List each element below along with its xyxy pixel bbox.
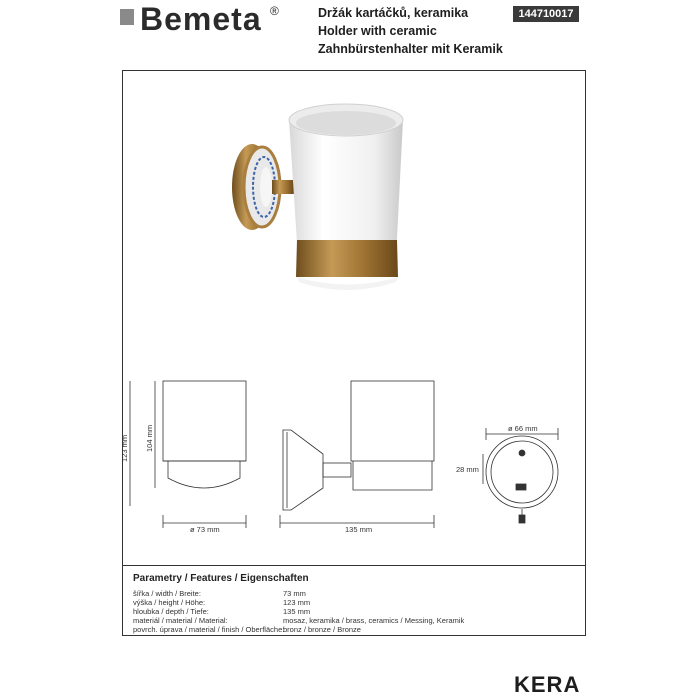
back-plate-outline [486, 436, 558, 508]
label-mount-diameter: ø 66 mm [508, 424, 538, 433]
spec-label-material: materiál / material / Material: [133, 616, 228, 625]
spec-value-width: 73 mm [283, 589, 306, 598]
side-ring-outline [353, 461, 432, 490]
cup-opening [296, 111, 396, 135]
screw-slot-bottom [516, 484, 526, 490]
label-height-cup: 104 mm [145, 424, 154, 452]
spec-label-height: výška / height / Höhe: [133, 598, 206, 607]
set-screw [519, 515, 525, 523]
front-ring-outline [168, 461, 240, 488]
label-depth: 135 mm [345, 525, 373, 534]
spec-value-finish: bronz / bronze / Bronze [283, 625, 361, 634]
title-czech: Držák kartáčků, keramika [318, 6, 469, 20]
spec-value-height: 123 mm [283, 598, 311, 607]
product-code-badge: 144710017 [513, 6, 579, 22]
product-line-name: KERA [514, 672, 581, 697]
back-view-drawing [483, 428, 558, 523]
cup-bottom [297, 277, 398, 290]
spec-label-finish: povrch. úprava / material / finish / Oberfläche: [133, 625, 285, 634]
spec-label-depth: hloubka / depth / Tiefe: [133, 607, 209, 616]
title-english: Holder with ceramic [318, 24, 437, 38]
bronze-ring [296, 240, 398, 277]
screw-hole-top [519, 450, 525, 456]
spec-value-depth: 135 mm [283, 607, 311, 616]
product-photo [232, 104, 403, 290]
title-german: Zahnbürstenhalter mit Keramik [318, 42, 503, 56]
side-view-drawing [280, 381, 434, 528]
label-width: ø 73 mm [190, 525, 220, 534]
holder-arm [272, 180, 294, 194]
spec-value-material: mosaz, keramika / brass, ceramics / Messing, Keramik [283, 616, 465, 625]
ceramic-cup [289, 120, 403, 258]
spec-label-width: šířka / width / Breite: [133, 589, 201, 598]
specs-heading: Parametry / Features / Eigenschaften [133, 573, 309, 584]
registered-mark: ® [270, 4, 279, 18]
brand-logo: Bemeta [140, 1, 262, 37]
front-view-drawing [130, 381, 246, 528]
side-cup-outline [351, 381, 434, 461]
label-mount-offset: 28 mm [456, 465, 479, 474]
front-cup-outline [163, 381, 246, 461]
rosette-center [260, 167, 272, 207]
label-height-total: 123 mm [120, 434, 129, 462]
side-arm-outline [323, 463, 351, 477]
side-rosette-outline [283, 430, 323, 510]
